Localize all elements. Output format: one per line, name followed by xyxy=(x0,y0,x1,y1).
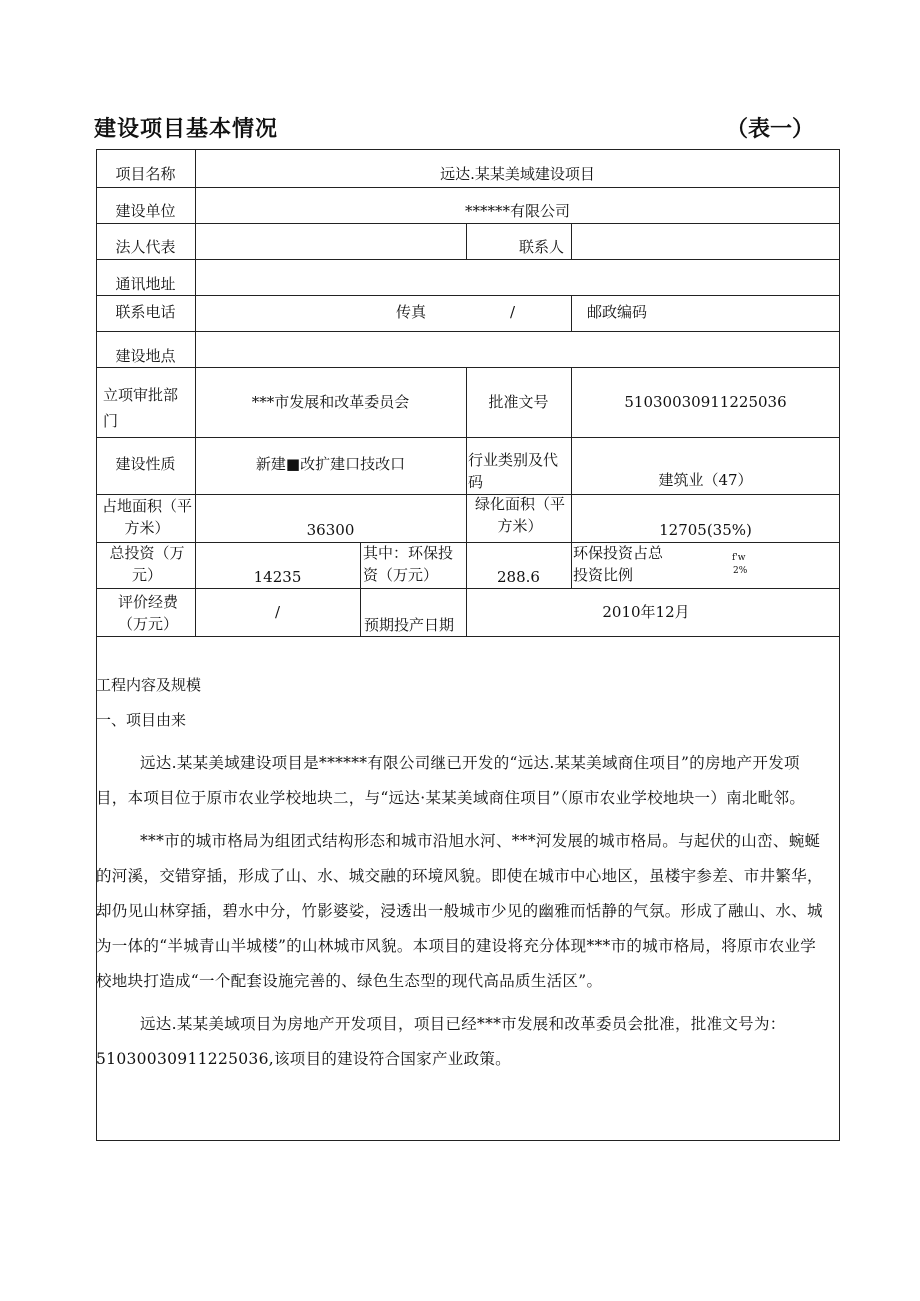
paragraph: 远达.某某美域项目为房地产开发项目，项目已经***市发展和改革委员会批准，批准文号为：51030030911225036,该项目的建设符合国家产业政策。 xyxy=(96,1015,786,1068)
land-area-label: 占地面积（平方米） xyxy=(101,497,192,537)
env-ratio-value: 2% xyxy=(733,566,748,576)
subsection-title: 一、项目由来 xyxy=(96,711,187,729)
address-label: 通讯地址 xyxy=(115,275,176,293)
row-divider xyxy=(96,295,840,296)
commission-date-label: 预期投产日期 xyxy=(364,616,455,634)
row-divider xyxy=(96,494,840,495)
row-divider xyxy=(96,187,840,188)
green-area-label: 绿化面积（平方米） xyxy=(474,495,565,535)
row-divider xyxy=(96,636,840,637)
total-invest-label: 总投资（万元） xyxy=(109,544,185,584)
row-divider xyxy=(96,367,840,368)
approval-dept-value: ***市发展和改革委员会 xyxy=(251,393,410,411)
row-divider xyxy=(96,223,840,224)
col-divider xyxy=(466,542,467,636)
project-name-value: 远达.某某美域建设项目 xyxy=(440,165,595,183)
col-divider xyxy=(360,542,361,636)
industry-label: 行业类别及代码 xyxy=(468,451,559,491)
approval-dept-label: 立项审批部门 xyxy=(103,386,179,430)
approval-no-label: 批准文号 xyxy=(488,393,549,411)
green-area-value: 12705(35%) xyxy=(659,521,752,539)
col-divider xyxy=(571,542,572,588)
col-divider xyxy=(466,223,467,259)
postcode-label: 邮政编码 xyxy=(587,303,648,321)
phone-label: 联系电话 xyxy=(115,303,176,321)
legal-rep-label: 法人代表 xyxy=(115,238,176,256)
paragraph: 远达.某某美域建设项目是******有限公司继已开发的“远达.某某美域商住项目”的房地产开发项目，本项目位于原市农业学校地块二，与“远达·某某美域商住项目”（原市农业学校地块一）南北毗邻。 xyxy=(96,754,806,807)
eval-fee-value: / xyxy=(274,603,281,621)
commission-date-value: 2010年12月 xyxy=(602,603,690,621)
fax-label: 传真 xyxy=(396,303,427,321)
page-title: 建设项目基本情况 xyxy=(94,117,279,142)
content-body xyxy=(96,746,828,1077)
approval-no-value: 51030030911225036 xyxy=(624,393,787,411)
fax-value: / xyxy=(510,303,516,321)
env-invest-label: 其中：环保投资（万元） xyxy=(363,544,454,584)
col-divider xyxy=(571,223,572,259)
row-divider xyxy=(96,542,840,543)
builder-value: ******有限公司 xyxy=(464,202,570,220)
land-area-value: 36300 xyxy=(306,521,355,539)
project-name-label: 项目名称 xyxy=(115,165,176,183)
nature-value: 新建■改扩建口技改口 xyxy=(255,455,406,473)
env-invest-value: 288.6 xyxy=(497,568,540,586)
col-divider xyxy=(571,295,572,331)
row-divider xyxy=(96,331,840,332)
builder-label: 建设单位 xyxy=(115,202,176,220)
table-number: （表一） xyxy=(726,117,815,142)
contact-label: 联系人 xyxy=(519,238,565,256)
eval-fee-label: 评价经费（万元） xyxy=(117,593,178,633)
env-ratio-label: 环保投资占总投资比例 xyxy=(573,544,664,584)
total-invest-value: 14235 xyxy=(253,568,302,586)
paragraph: ***市的城市格局为组团式结构形态和城市沿旭水河、***河发展的城市格局。与起伏的山峦、蜿蜒的河溪，交错穿插，形成了山、水、城交融的环境风貌。即使在城市中心地区，虽楼宇参差、市井繁华，却仍见山林穿插，碧水中分，竹影婆娑，浸透出一般城市少见的幽雅而恬静的气氛。形成了融山、水、城为一体的“半城青山半城楼”的山林城市风貌。本项目的建设将充分体现***市的城市格局，将原市农业学校地块打造成“一个配套设施完善的、绿色生态型的现代高品质生活区”。 xyxy=(96,832,823,990)
nature-label: 建设性质 xyxy=(115,455,176,473)
row-divider xyxy=(96,259,840,260)
location-label: 建设地点 xyxy=(115,347,176,365)
industry-value: 建筑业（47） xyxy=(658,471,753,489)
row-divider xyxy=(96,588,840,589)
row-divider xyxy=(96,437,840,438)
section-title: 工程内容及规模 xyxy=(96,676,202,694)
env-ratio-mark: f'w xyxy=(732,553,746,563)
